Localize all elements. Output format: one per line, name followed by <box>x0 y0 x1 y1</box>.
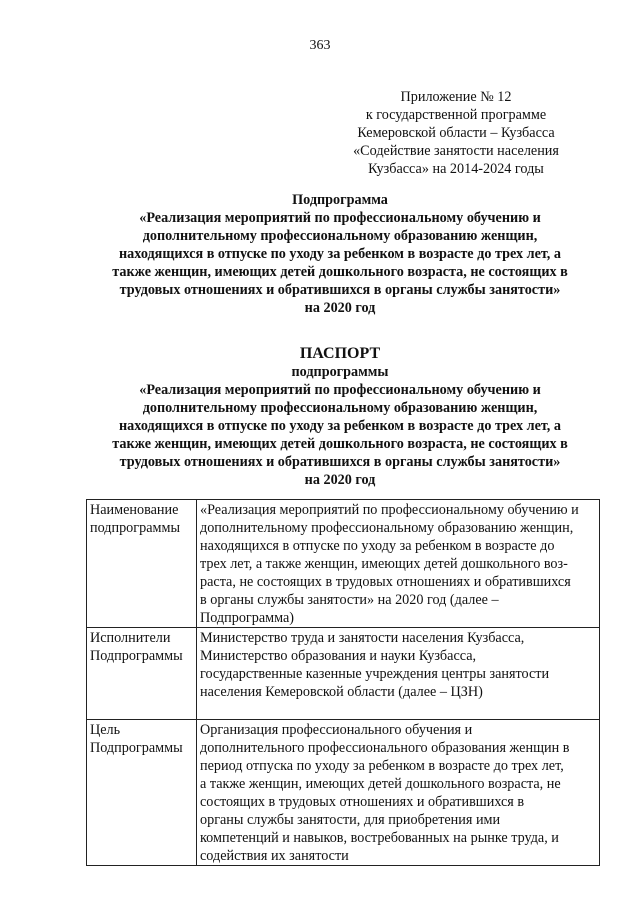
subprogram-heading-line: Подпрограмма <box>292 192 388 208</box>
appendix-line: Кемеровской области – Кузбасса <box>357 125 555 141</box>
appendix-line: Кузбасса» на 2014-2024 годы <box>368 161 544 177</box>
row-value-line: дополнительному профессиональному образованию женщин, <box>200 520 574 536</box>
row-value-line: а также женщин, имеющих детей дошкольного возраста, не <box>200 776 561 792</box>
row-value-line: находящихся в отпуске по уходу за ребенком в возрасте до <box>200 538 555 554</box>
table-row <box>87 500 600 628</box>
row-label-line: Подпрограммы <box>90 740 183 756</box>
table-row <box>87 628 600 720</box>
passport-heading-line: «Реализация мероприятий по профессиональному обучению и <box>139 382 541 398</box>
row-label-cell <box>87 628 197 720</box>
subprogram-heading-line: находящихся в отпуске по уходу за ребенком в возрасте до трех лет, а <box>119 246 561 262</box>
row-label-line: Цель <box>90 722 121 738</box>
row-value-line: компетенций и навыков, востребованных на рынке труда, и <box>200 830 559 846</box>
row-value-line: органы службы занятости, для приобретения ими <box>200 812 501 828</box>
subprogram-heading <box>80 191 600 317</box>
row-value-line: Подпрограмма) <box>200 610 295 626</box>
row-value-line: раста, не состоящих в трудовых отношениях и обратившихся <box>200 574 571 590</box>
appendix-note <box>340 88 572 178</box>
row-label-cell <box>87 720 197 866</box>
passport-heading-line: трудовых отношениях и обратившихся в органы службы занятости» <box>119 454 561 470</box>
appendix-line: Приложение № 12 <box>400 89 512 105</box>
passport-title: ПАСПОРТ <box>299 345 381 362</box>
row-value-line: период отпуска по уходу за ребенком в возрасте до трех лет, <box>200 758 564 774</box>
row-value-line: Министерство образования и науки Кузбасса, <box>200 648 477 664</box>
passport-table <box>86 499 600 866</box>
page-number: 363 <box>309 38 331 53</box>
subprogram-heading-line: «Реализация мероприятий по профессиональному обучению и <box>139 210 541 226</box>
row-label-line: Подпрограммы <box>90 648 183 664</box>
row-value-line: состоящих в трудовых отношениях и обратившихся в <box>200 794 525 810</box>
row-value-cell <box>197 500 600 628</box>
row-value-line: государственные казенные учреждения центры занятости <box>200 666 550 682</box>
row-value-line: «Реализация мероприятий по профессиональному обучению и <box>200 502 579 518</box>
row-value-line: Организация профессионального обучения и <box>200 722 473 738</box>
passport-heading-line: подпрограммы <box>291 364 389 380</box>
appendix-line: «Содействие занятости населения <box>353 143 559 159</box>
row-label-line: Наименование <box>90 502 179 518</box>
table-row <box>87 720 600 866</box>
passport-heading-line: дополнительному профессиональному образованию женщин, <box>142 400 538 416</box>
appendix-line: к государственной программе <box>365 107 547 123</box>
subprogram-heading-line: также женщин, имеющих детей дошкольного возраста, не состоящих в <box>112 264 568 280</box>
row-value-cell <box>197 720 600 866</box>
passport-heading-line: находящихся в отпуске по уходу за ребенком в возрасте до трех лет, а <box>119 418 561 434</box>
row-label-line: Исполнители <box>90 630 171 646</box>
subprogram-heading-line: на 2020 год <box>304 300 376 316</box>
row-value-line: содействия их занятости <box>200 848 349 864</box>
subprogram-heading-line: дополнительному профессиональному образованию женщин, <box>142 228 538 244</box>
row-value-line: в органы службы занятости» на 2020 год (далее – <box>200 592 499 608</box>
row-value-line: Министерство труда и занятости населения Кузбасса, <box>200 630 525 646</box>
subprogram-heading-line: трудовых отношениях и обратившихся в органы службы занятости» <box>119 282 561 298</box>
row-value-line: дополнительного профессионального образования женщин в <box>200 740 570 756</box>
passport-heading-line: также женщин, имеющих детей дошкольного возраста, не состоящих в <box>112 436 568 452</box>
row-label-cell <box>87 500 197 628</box>
row-value-line: населения Кемеровской области (далее – ЦЗН) <box>200 684 483 700</box>
row-label-line: подпрограммы <box>90 520 180 536</box>
row-value-cell <box>197 628 600 720</box>
row-value-line: трех лет, а также женщин, имеющих детей дошкольного воз- <box>200 556 568 572</box>
passport-heading-line: на 2020 год <box>304 472 376 488</box>
row-value-line <box>200 701 596 719</box>
passport-heading <box>80 345 600 489</box>
